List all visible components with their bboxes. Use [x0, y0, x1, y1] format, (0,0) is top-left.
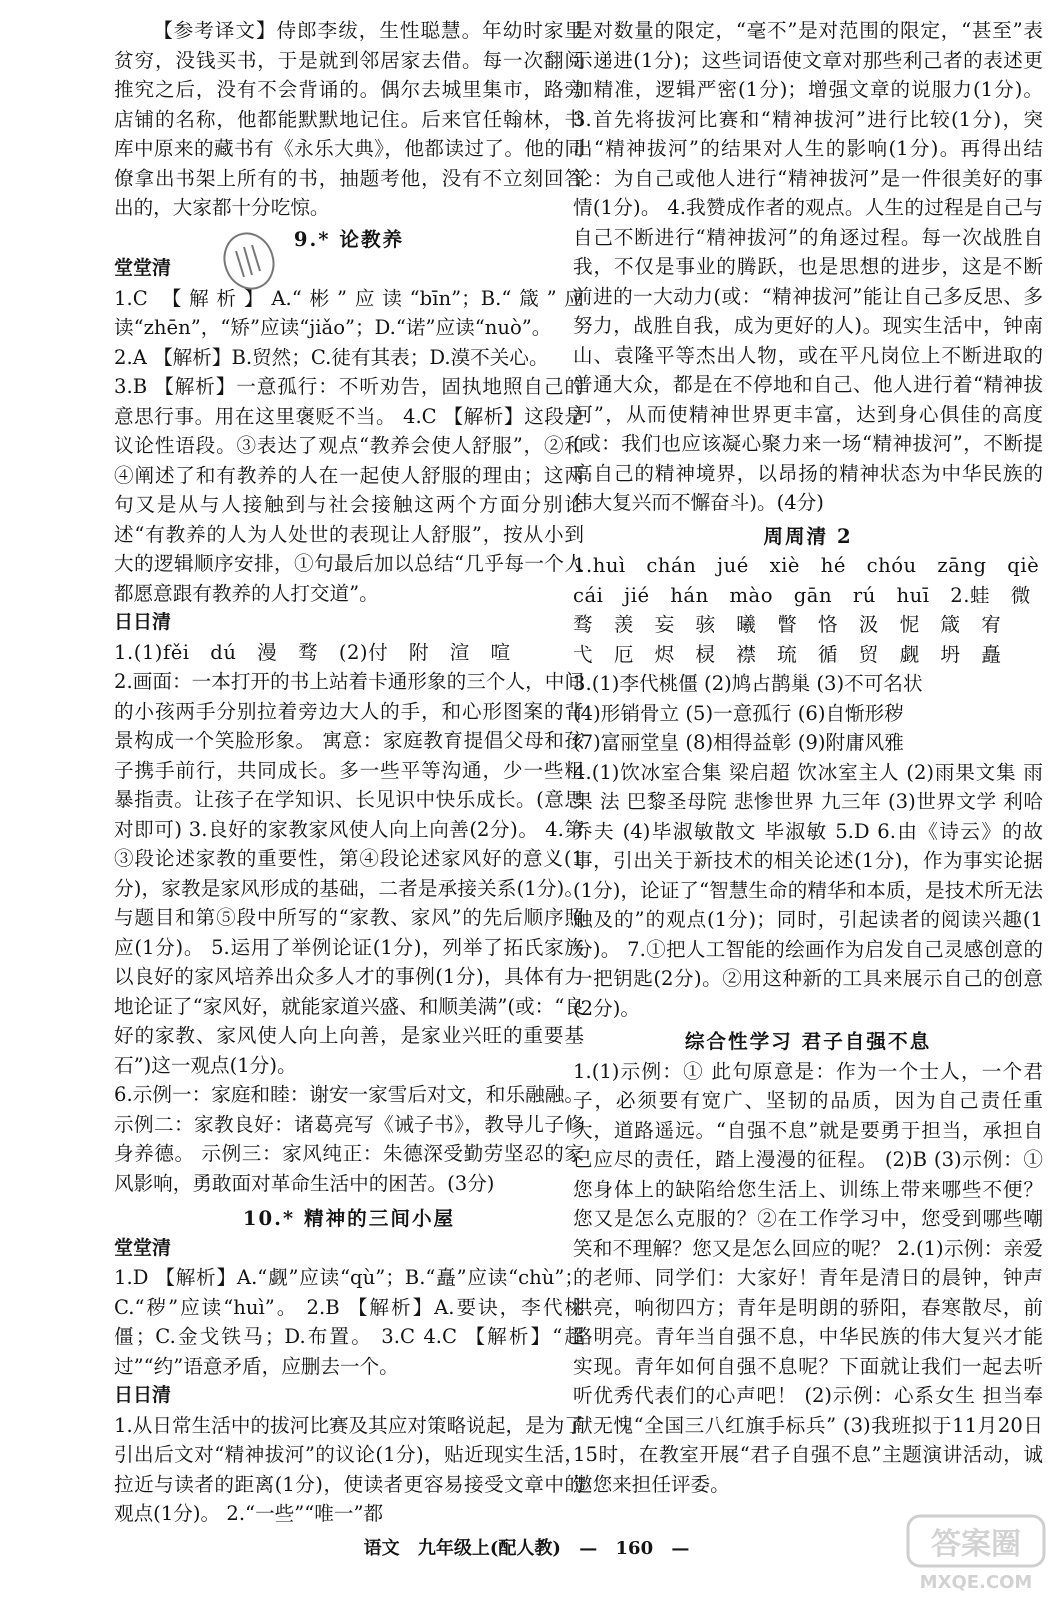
weekly-test-title: 周周清 2 [763, 524, 853, 548]
watermark-text: 答案圈 [931, 1527, 1021, 1562]
footer-subject: 语文 [363, 1538, 400, 1559]
answer-paragraph: 3.B 【解析】一意孤行：不听劝告，固执地照自己的意思行事。用在这里褒贬不当。 4.C 【解析】这段是议论性语段。③表达了观点“教养会使人舒服”，②和④阐述了和有教养的人在一起使人舒服的理由；这两句又是从与人接触到与社会接触这两个方面分别论述“有教养的人为人处世的表现让人舒服”，按从小到大的逻辑顺序安排，①句最后加以总结“几乎每一个人都愿意跟有教养的人打交道”。 [114, 375, 584, 605]
page-number: 160 [615, 1538, 654, 1559]
idiom-line: (4)形销骨立 (5)一意孤行 (6)自惭形秽 [573, 701, 904, 725]
left-column [114, 16, 584, 1529]
answer-paragraph: 6.示例一：家庭和睦：谢安一家雪后对文，和乐融融。 示例二：家教良好：诸葛亮写《诫子书》，教导儿子修身养德。 示例三：家风纯正：朱德深受勤劳坚忍的家风影响，勇敢面对革命生活中的困苦。(3分) [114, 1083, 584, 1195]
footer-grade: 九年级上(配人教) [417, 1538, 561, 1559]
character-line: 骛 羡 妄 骇 曦 瞥 恪 汲 怩 箴 宥 [573, 613, 1002, 636]
answer-paragraph: 1.D 【解析】A.“觑”应读“qù”；B.“矗”应读“chù”；C.“秽”应读“huì”。 2.B 【解析】A.要诀，李代桃僵；C.金戈铁马；D.布置。 3.C 4.C 【解析】“超过”“约”语意矛盾，应删去一个。 [114, 1266, 584, 1378]
section-heading: 堂堂清 [114, 257, 172, 279]
answer-paragraph: 1.C 【解析】A.“彬”应读“bīn”；B.“箴”应读“zhēn”，“矫”应读“jiǎo”；D.“诺”应读“nuò”。 [114, 286, 584, 339]
footer-dash: — [671, 1538, 690, 1559]
section-heading: 堂堂清 [114, 1236, 172, 1259]
translation-paragraph: 【参考译文】侍郎李绂，生性聪慧。年幼时家里贫穷，没钱买书，于是就到邻居家去借。每一次翻阅推究之后，没有不会背诵的。偶尔去城里集市，路旁店铺的名称，他都能默默地记住。后来官任翰林，书库中原来的藏书有《永乐大典》，他都读过了。他的同僚拿出书架上所有的书，抽题考他，没有不立刻回答出的，大家都十分吃惊。 [114, 19, 584, 219]
section-heading: 日日清 [114, 1384, 172, 1406]
lesson-10-title: 10.* 精神的三间小屋 [242, 1207, 456, 1230]
character-line: 弋 厄 烬 棂 襟 琉 循 贸 觑 坍 矗 [573, 642, 1002, 666]
answer-paragraph: 1.(1)示例：① 此句原意是：作为一个士人，一个君子，必须要有宽广、坚韧的品质，因为自己责任重大，道路遥远。“自强不息”就是要勇于担当，承担自己应尽的责任，踏上漫漫的征程。 (2)B (3)示例：①您身体上的缺陷给您生活上、训练上带来哪些不便？您又是怎么克服的？②在工作学习中，您受到哪些嘲笑和不理解？您又是怎么回应的呢？ 2.(1)示例：亲爱的老师、同学们：大家好！青年是清日的晨钟，钟声洪亮，响彻四方；青年是明朗的骄阳，春寒散尽，前路明亮。青年当自强不息，中华民族的伟大复兴才能实现。青年如何自强不息呢？下面就让我们一起去听听优秀代表们的心声吧！ (2)示例：心系女生 担当奉献无愧“全国三八红旗手标兵” (3)我班拟于11月20日15时，在教室开展“君子自强不息”主题演讲活动，诚邀您来担任评委。 [573, 1059, 1043, 1496]
comprehensive-study-title: 综合性学习 君子自强不息 [684, 1030, 932, 1053]
section-heading: 日日清 [114, 611, 172, 633]
lesson-9-title: 9.* 论教养 [293, 227, 405, 251]
watermark-url: MXQE.COM [919, 1572, 1033, 1593]
answer-paragraph: 是对数量的限定，“毫不”是对范围的限定，“甚至”表示递进(1分)；这些词语使文章对那些利己者的表述更加精准，逻辑严密(1分)；增强文章的说服力(1分)。 3.首先将拔河比赛和“精神拔河”进行比较(1分)，突出“精神拔河”的结果对人生的影响(1分)。再得出结论：为自己或他人进行“精神拔河”是一件很美好的事情(1分)。 4.我赞成作者的观点。人生的过程是自己与自己不断进行“精神拔河”的角逐过程。每一次战胜自我，不仅是事业的腾跃，也是思想的进步，这是不断前进的一大动力(或：“精神拔河”能让自己多反思、多努力，战胜自我，成为更好的人)。现实生活中，钟南山、袁隆平等杰出人物，或在平凡岗位上不断进取的普通大众，都是在不停地和自己、他人进行着“精神拔河”，从而使精神世界更丰富，达到身心俱佳的高度(或：我们也应该凝心聚力来一场“精神拔河”，不断提高自己的精神境界，以昂扬的精神状态为中华民族的伟大复兴而不懈奋斗)。(4分) [573, 19, 1043, 514]
page-footer [0, 1534, 1053, 1560]
pencil-doodle-icon [214, 225, 284, 295]
answer-paragraph: 2.画面：一本打开的书上站着卡通形象的三个人，中间的小孩两手分别拉着旁边大人的手，和心形图案的背景构成一个笑脸形象。 寓意：家庭教育提倡父母和孩子携手前行，共同成长。多一些平等沟通，少一些粗暴指责。让孩子在学知识、长见识中快乐成长。(意思对即可) 3.良好的家教家风使人向上向善(2分)。 4.第③段论述家教的重要性，第④段论述家风好的意义(1分)，家教是家风形成的基础，二者是承接关系(1分)。与题目和第⑤段中所写的“家教、家风”的先后顺序照应(1分)。 5.运用了举例论证(1分)，列举了拓氏家族以良好的家风培养出众多人才的事例(1分)，具体有力地论证了“家风好，就能家道兴盛、和顺美满”(或：“良好的家教、家风使人向上向善，是家业兴旺的重要基石”)这一观点(1分)。 [114, 670, 584, 1077]
answer-paragraph: 4.(1)饮冰室合集 梁启超 饮冰室主人 (2)雨果文集 雨果 法 巴黎圣母院 悲惨世界 九三年 (3)世界文学 利哈乔夫 (4)毕淑敏散文 毕淑敏 5.D 6.由《诗云》的故事，引出关于新技术的相关论述(1分)，作为事实论据(1分)，论证了“智慧生命的精华和本质，是技术所无法触及的”的观点(1分)；同时，引起读者的阅读兴趣(1分)。 7.①把人工智能的绘画作为启发自己灵感创意的一把钥匙(2分)。②用这种新的工具来展示自己的创意(2分)。 [573, 760, 1043, 1020]
watermark-logo [906, 1512, 1046, 1594]
footer-dash: — [579, 1538, 598, 1559]
idiom-line: 3.(1)李代桃僵 (2)鸠占鹊巢 (3)不可名状 [573, 672, 923, 695]
idiom-line: (7)富丽堂皇 (8)相得益彰 (9)附庸风雅 [573, 731, 904, 754]
answer-paragraph: 1.(1)fěi dú 漫 骛 (2)付 附 渲 喧 [114, 640, 511, 664]
answer-paragraph: 2.A 【解析】B.贸然；C.徒有其表；D.漠不关心。 [114, 345, 549, 369]
pinyin-line: cái jié hán mào gān rú huī 2.蛙 微 [573, 583, 1031, 607]
right-column [573, 16, 1043, 1499]
pinyin-line: 1.huì chán jué xiè hé chóu zāng qiè [573, 554, 1040, 577]
answer-paragraph: 1.从日常生活中的拔河比赛及其应对策略说起，是为了引出后文对“精神拔河”的议论(1分)，贴近现实生活，拉近与读者的距离(1分)，使读者更容易接受文章中的观点(1分)。 2.“一些”“唯一”都 [114, 1413, 584, 1525]
